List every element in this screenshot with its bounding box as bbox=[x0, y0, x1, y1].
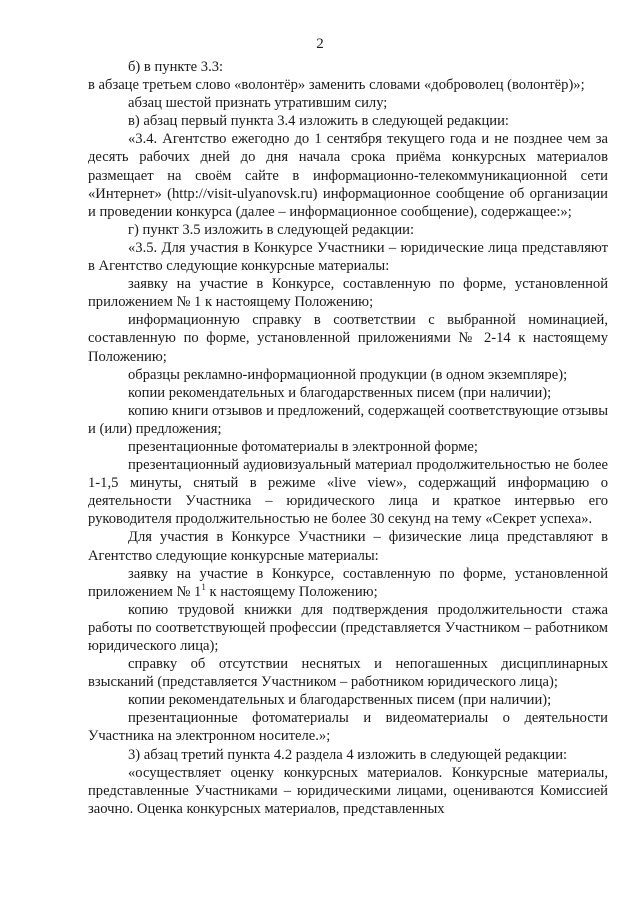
document-body bbox=[88, 58, 608, 818]
paragraph bbox=[88, 565, 608, 601]
paragraph: справку об отсутствии неснятых и непогашенных дисциплинарных взысканий (представляется Участником – работником юридического лица); bbox=[88, 656, 608, 691]
paragraph: в абзаце третьем слово «волонтёр» заменить словами «доброволец (волонтёр)»; bbox=[88, 77, 585, 94]
paragraph: г) пункт 3.5 изложить в следующей редакции: bbox=[128, 221, 415, 238]
paragraph: презентационные фотоматериалы и видеоматериалы о деятельности Участника на электронном носителе.»; bbox=[88, 710, 608, 745]
paragraph: копию трудовой книжки для подтверждения продолжительности стажа работы по соответствующей профессии (представляется Участником – работником юридического лица); bbox=[88, 601, 608, 654]
superscript: 1 bbox=[201, 581, 206, 592]
paragraph: образцы рекламно-информационной продукции (в одном экземпляре); bbox=[128, 366, 568, 383]
paragraph-text: заявку на участие в Конкурсе, составленную по форме, установленной приложением № 1 bbox=[88, 565, 608, 600]
paragraph: копии рекомендательных и благодарственных писем (при наличии); bbox=[128, 384, 552, 401]
paragraph: «3.4. Агентство ежегодно до 1 сентября текущего года и не позднее чем за десять рабочих дней до дня начала срока приёма конкурсных материалов размещает на своём сайте в информационно-телекоммуникационной сети «Интернет» (http://visit-ulyanovsk.ru) информационное сообщение об организации и проведении конкурса (далее – информационное сообщение), содержащее:»; bbox=[88, 131, 608, 220]
paragraph: б) в пункте 3.3: bbox=[128, 59, 224, 75]
paragraph: Для участия в Конкурсе Участники – физические лица представляют в Агентство следующие конкурсные материалы: bbox=[88, 529, 608, 564]
paragraph: презентационный аудиовизуальный материал продолжительностью не более 1-1,5 минуты, снятый в режиме «live view», содержащий информацию о деятельности Участника – юридического лица и краткое интервью его руководителя продолжительностью не более 30 секунд на тему «Секрет успеха». bbox=[88, 457, 608, 528]
paragraph: презентационные фотоматериалы в электронной форме; bbox=[128, 438, 478, 455]
paragraph: копию книги отзывов и предложений, содержащей соответствующие отзывы и (или) предложения; bbox=[88, 402, 608, 437]
paragraph: информационную справку в соответствии с выбранной номинацией, составленную по форме, установленной приложениями № 2-14 к настоящему Положению; bbox=[88, 312, 608, 365]
paragraph: копии рекомендательных и благодарственных писем (при наличии); bbox=[128, 692, 552, 709]
paragraph: «осуществляет оценку конкурсных материалов. Конкурсные материалы, представленные Участниками – юридическими лицами, оцениваются Комиссией заочно. Оценка конкурсных материалов, представленных bbox=[88, 764, 608, 817]
paragraph: «3.5. Для участия в Конкурсе Участники – юридические лица представляют в Агентство следующие конкурсные материалы: bbox=[88, 239, 608, 275]
paragraph: абзац шестой признать утратившим силу; bbox=[128, 95, 388, 112]
paragraph-text-tail: к настоящему Положению; bbox=[205, 583, 378, 600]
paragraph: в) абзац первый пункта 3.4 изложить в следующей редакции: bbox=[128, 113, 509, 130]
paragraph: 3) абзац третий пункта 4.2 раздела 4 изложить в следующей редакции: bbox=[128, 746, 568, 763]
page-number: 2 bbox=[316, 36, 324, 52]
paragraph: заявку на участие в Конкурсе, составленную по форме, установленной приложением № 1 к настоящему Положению; bbox=[88, 276, 608, 311]
